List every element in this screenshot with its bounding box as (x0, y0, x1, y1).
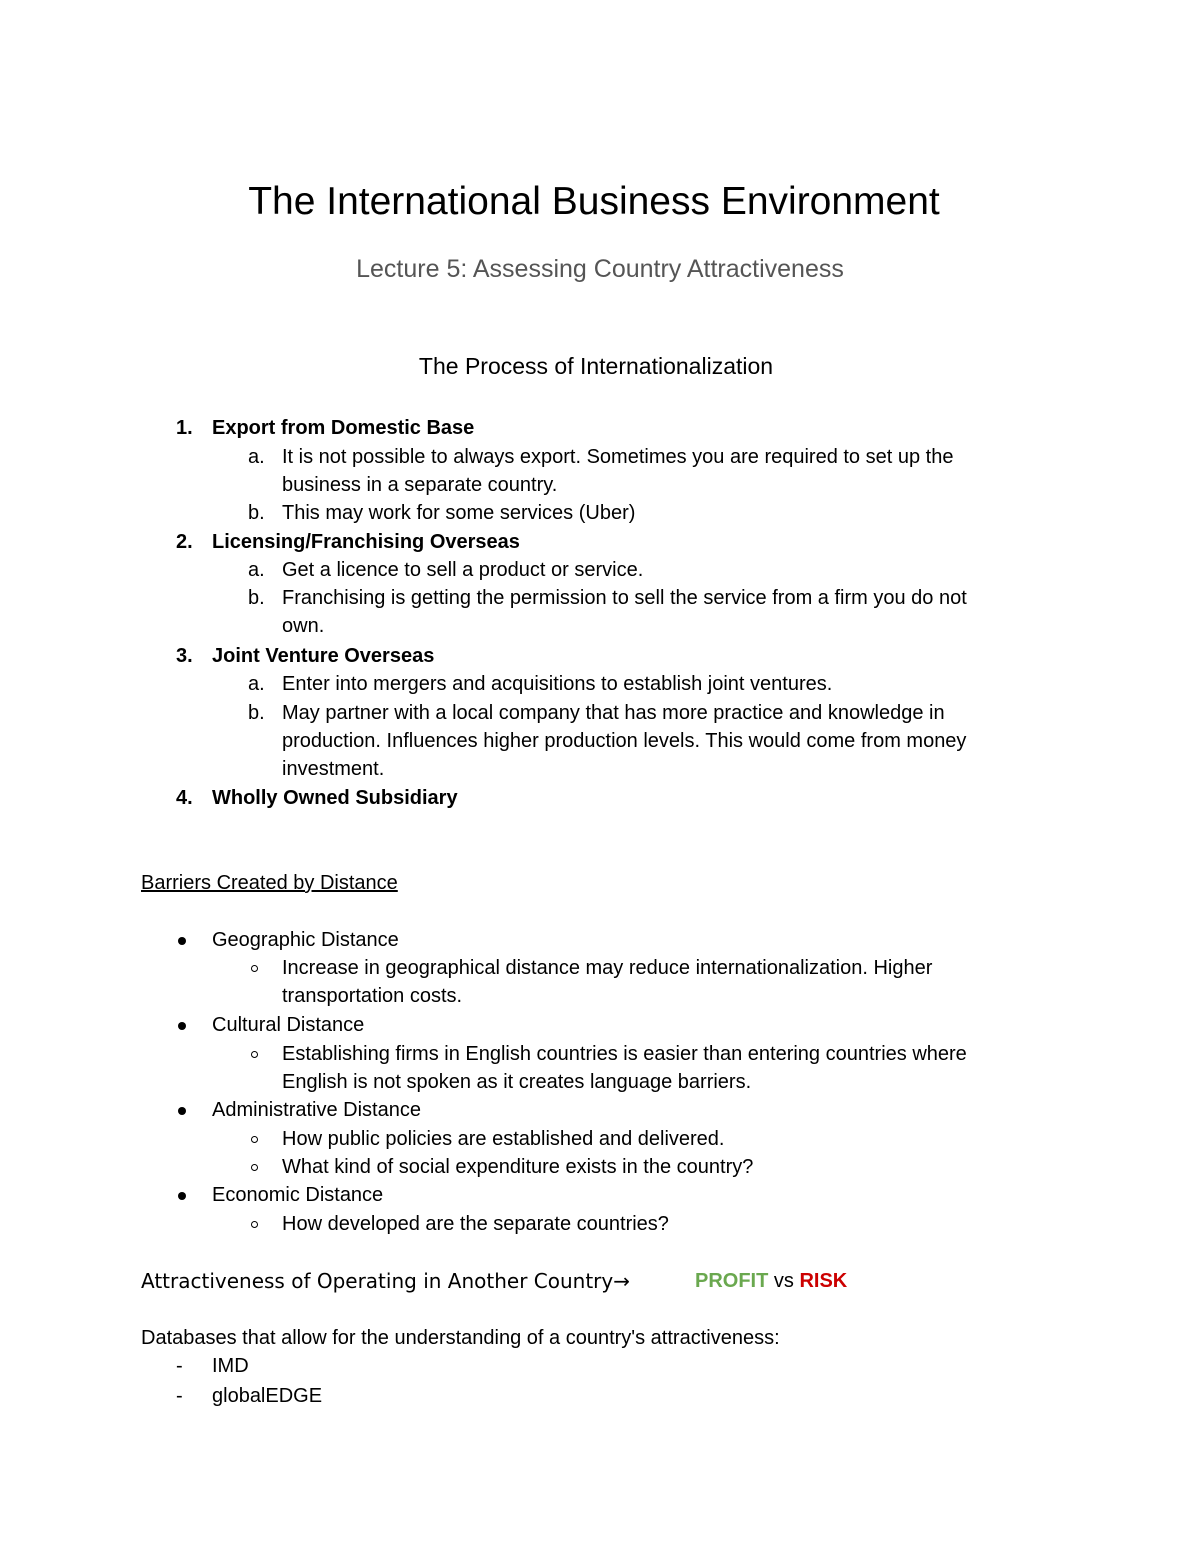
sub-item-line: Enter into mergers and acquisitions to establish joint ventures. (282, 673, 833, 695)
barrier-sub-line: Increase in geographical distance may reduce internationalization. Higher (282, 957, 933, 979)
list-number: 2. (176, 531, 193, 553)
barrier-sub-line: English is not spoken as it creates language barriers. (282, 1071, 752, 1093)
barrier-label: Economic Distance (212, 1184, 384, 1206)
barrier-sub-line: transportation costs. (282, 985, 463, 1007)
bullet-icon (178, 1022, 186, 1030)
list-number: 4. (176, 787, 193, 809)
list-item-label: Licensing/Franchising Overseas (212, 531, 520, 553)
databases-intro: Databases that allow for the understanding of a country's attractiveness: (141, 1327, 780, 1349)
sub-item-line: business in a separate country. (282, 474, 558, 496)
hollow-bullet-icon (251, 1164, 258, 1171)
list-number: 3. (176, 645, 193, 667)
database-item: globalEDGE (212, 1385, 323, 1407)
document-title: The International Business Environment (248, 180, 940, 223)
sub-marker: b. (248, 702, 265, 724)
attractiveness-text: Attractiveness of Operating in Another Country→ (141, 1269, 630, 1293)
sub-item-line: investment. (282, 758, 385, 780)
risk-label: RISK (799, 1270, 848, 1292)
barrier-sub-line: What kind of social expenditure exists in the country? (282, 1156, 754, 1178)
sub-item-line: This may work for some services (Uber) (282, 502, 636, 524)
barrier-sub-line: How developed are the separate countries? (282, 1213, 669, 1235)
hollow-bullet-icon (251, 1136, 258, 1143)
sub-marker: a. (248, 559, 265, 581)
sub-item-line: own. (282, 615, 325, 637)
vs-label: vs (773, 1270, 794, 1292)
sub-marker: a. (248, 673, 265, 695)
document-subtitle: Lecture 5: Assessing Country Attractiveness (356, 255, 844, 283)
barrier-sub-line: Establishing firms in English countries is easier than entering countries where (282, 1043, 967, 1065)
list-item-label: Joint Venture Overseas (212, 645, 435, 667)
bullet-icon (178, 1107, 186, 1115)
barriers-heading: Barriers Created by Distance (141, 872, 398, 894)
barrier-label: Geographic Distance (212, 929, 399, 951)
barrier-label: Cultural Distance (212, 1014, 365, 1036)
sub-item-line: Franchising is getting the permission to sell the service from a firm you do not (282, 587, 967, 609)
database-item: IMD (212, 1355, 249, 1377)
sub-marker: b. (248, 502, 265, 524)
bullet-icon (178, 1192, 186, 1200)
barrier-sub-line: How public policies are established and delivered. (282, 1128, 725, 1150)
sub-marker: b. (248, 587, 265, 609)
bullet-icon (178, 937, 186, 945)
hollow-bullet-icon (251, 1221, 258, 1228)
list-number: 1. (176, 417, 193, 439)
list-item-label: Wholly Owned Subsidiary (212, 787, 458, 809)
barrier-label: Administrative Distance (212, 1099, 421, 1121)
profit-vs-risk (695, 1267, 847, 1295)
attractiveness-line (141, 1267, 630, 1296)
sub-item-line: production. Influences higher production levels. This would come from money (282, 730, 967, 752)
process-heading: The Process of Internationalization (418, 353, 774, 379)
hollow-bullet-icon (251, 1051, 258, 1058)
dash-marker: - (176, 1385, 183, 1407)
sub-item-line: May partner with a local company that has more practice and knowledge in (282, 702, 945, 724)
sub-item-line: Get a licence to sell a product or service. (282, 559, 644, 581)
sub-marker: a. (248, 446, 265, 468)
dash-marker: - (176, 1355, 183, 1377)
list-item-label: Export from Domestic Base (212, 417, 475, 439)
hollow-bullet-icon (251, 965, 258, 972)
sub-item-line: It is not possible to always export. Sometimes you are required to set up the (282, 446, 954, 468)
profit-label: PROFIT (695, 1270, 769, 1292)
